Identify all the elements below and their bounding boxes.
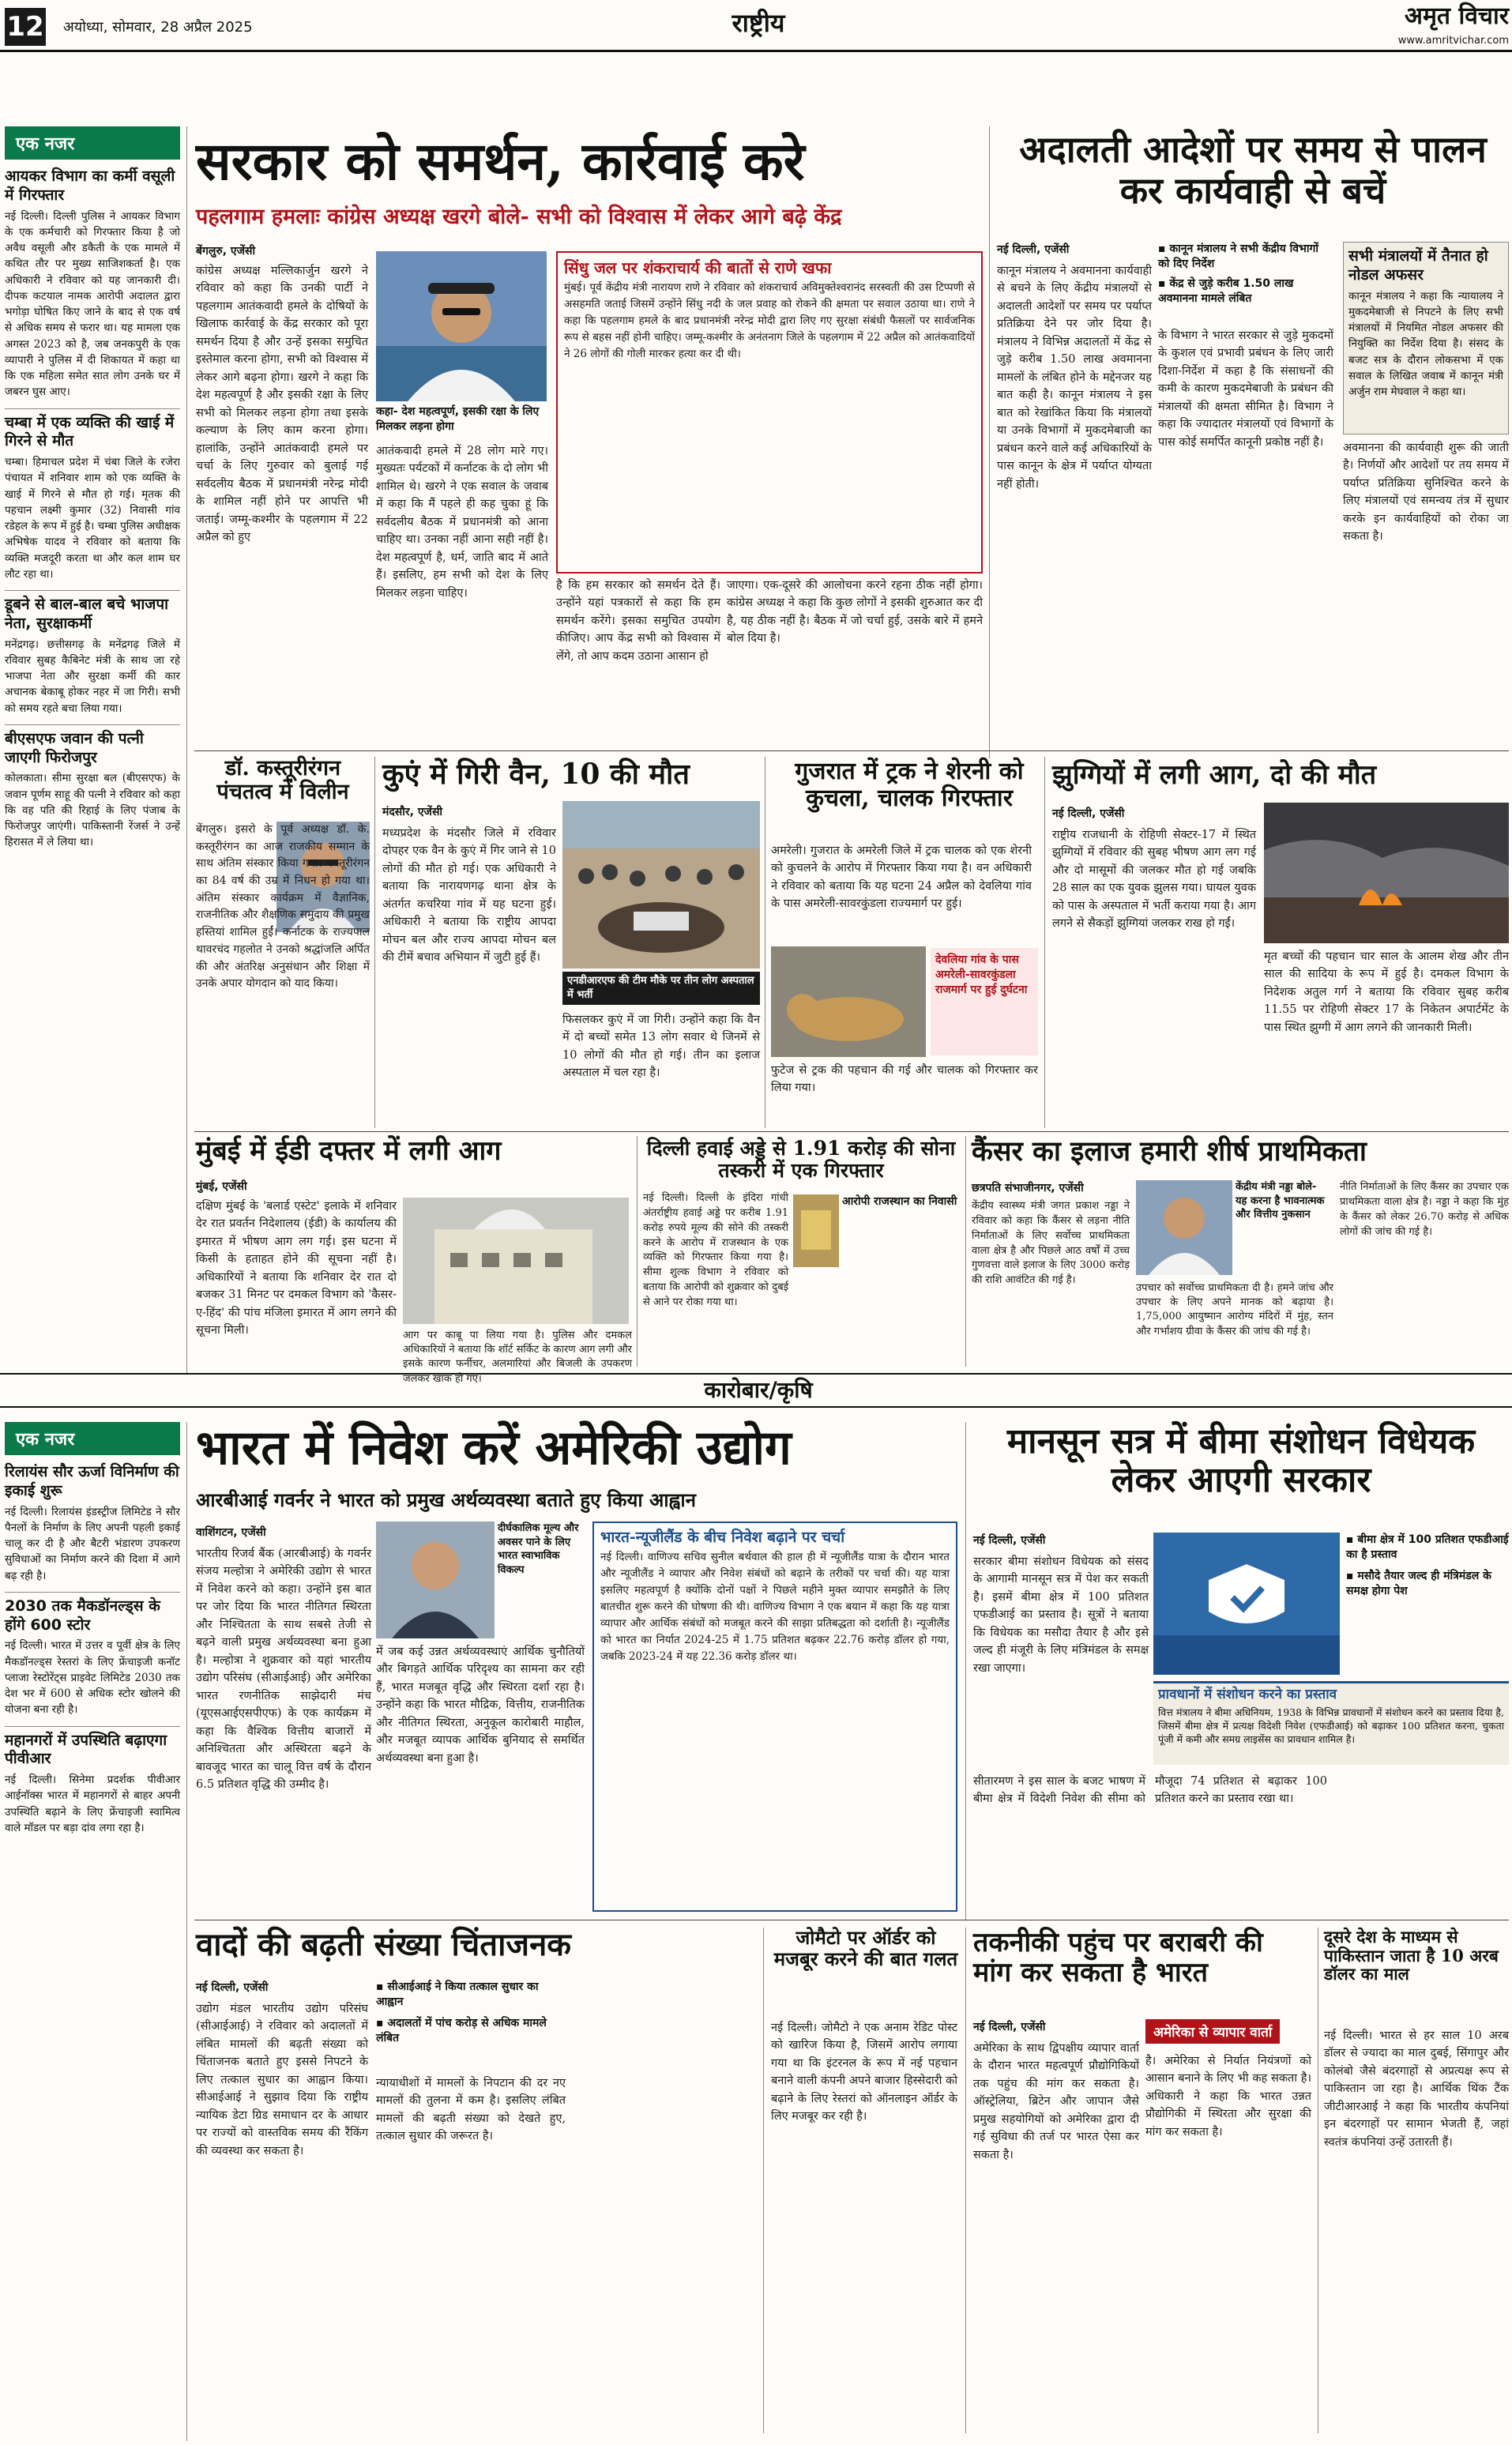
insurance-box: [1153, 1681, 1509, 1765]
court-dateline: नई दिल्ली, एजेंसी: [997, 243, 1070, 256]
gujarat-box: [931, 948, 1038, 1055]
india-nz-box: [592, 1522, 957, 1912]
sidebar-item-title: 2030 तक मैकडॉनल्ड्स के होंगे 600 स्टोर: [5, 1597, 160, 1634]
court-bullets: [1158, 242, 1332, 324]
sidebar-item-title: महानगरों में उपस्थिति बढ़ाएगा पीवीआर: [5, 1731, 167, 1768]
gujarat-body-2: फुटेज से ट्रक की पहचान की गई और चालक को गिरफ्तार कर लिया गया।: [771, 1064, 1038, 1095]
gold-photo: [793, 1194, 839, 1267]
masthead: [0, 0, 1512, 52]
cancer-body1: केंद्रीय स्वास्थ्य मंत्री जगत प्रकाश नड्डा ने रविवार को कहा कि कैंसर से लड़ना नीति निर्माताओं के लिए सर्वोच्च प्राथमिकता वाला क्षेत्र है और पिछले आठ वर्षों में उच्च गुणवत्ता वाले इलाज के लिए 3000 करोड़ की राशि आवंटित की गई है।: [972, 1200, 1130, 1287]
sidebar-item: [5, 730, 180, 851]
court-body-col2: के विभाग ने भारत सरकार से जुड़े मुकदमों के कुशल एवं प्रभावी प्रबंधन के लिए जारी दिशा-निर्देश में कहा है कि संसाधनों की कमी के कारण मुकदमेबाजी के प्रबंधन की मंत्रालयों की क्षमता सीमित है। विभाग ने कहा कि ज्यादातर मंत्रालयों एवं विभागों के पास कोई समर्पित कानूनी प्रकोष्ठ नहीं है।: [1158, 329, 1333, 449]
india-nz-body: नई दिल्ली। वाणिज्य सचिव सुनील बर्थवाल की हाल ही में न्यूजीलैंड यात्रा के दौरान भारत और न्यूजीलैंड ने व्यापार और निवेश संबंधों को बढ़ाने के तरीकों पर चर्चा की। यह यात्रा इसलिए महत्वपूर्ण है क्योंकि दोनों पक्षों ने पिछले महीने मुक्त व्यापार समझौते के लिए बातचीत शुरू करने की घोषणा की थी। वाणिज्य विभाग ने एक बयान में कहा कि यह यात्रा व्यापार और आर्थिक संबंधों को मजबूत करने की साझा प्रतिबद्धता को दर्शाती है। न्यूजीलैंड को भारत का निर्यात 2024-25 में 1.75 प्रतिशत बढ़कर 22.76 करोड़ डॉलर हो गया, जबकि 2023-24 में यह 22.36 करोड़ डॉलर था।: [600, 1551, 950, 1663]
lead-headline: सरकार को समर्थन, कार्रवाई करे: [196, 130, 805, 192]
ed-fire-body1: दक्षिण मुंबई के 'बलार्ड एस्टेट' इलाके में शनिवार देर रात प्रवर्तन निदेशालय (ईडी) के कार्यालय की इमारत में भीषण आग लग गई। इस घटना में किसी के हताहत होने की सूचना नहीं है। अधिकारियों ने बताया कि शनिवार देर रात दो बजकर 31 मिनट पर दमकल विभाग को 'कैसर-ए-हिंद' की पांच मंजिला इमारत में आग लगने की सूचना मिली।: [196, 1200, 397, 1337]
sidebar-item-body: नई दिल्ली। दिल्ली पुलिस ने आयकर विभाग के एक कर्मचारी को गिरफ्तार किया है जो अवैध वसूली और डकैती के एक मामले में कथित तौर पर मुख्य साजिशकर्ता है। एक अधिकारी ने रविवार को यह जानकारी दी। दीपक कटयाल नामक आरोपी अदालत द्वारा भगोड़ा घोषित किए जाने के बाद से एक वर्ष से अधिक समय से फरार था। यह मामला एक अगस्त 2023 को है, जब जनकपुरी के एक व्यापारी ने पुलिस में दी शिकायत में कहा था कि एक महिला समेत सात लोग उनके घर में जबरन घुस आए।: [5, 209, 180, 399]
insurance-bullet: ▪ मसौदे तैयार जल्द ही मंत्रिमंडल के समक्ष होगा पेश: [1346, 1569, 1491, 1597]
sidebar-kicker: एक नजर: [5, 126, 180, 160]
cases-bullets: [376, 1980, 566, 2068]
rbi-dateline: वाशिंगटन, एजेंसी: [196, 1526, 266, 1539]
column-divider: [1044, 757, 1045, 1128]
well-van-dateline: मंदसौर, एजेंसी: [382, 806, 443, 818]
column-divider: [186, 126, 187, 1375]
sidebar-item-body: नई दिल्ली। रिलायंस इंडस्ट्रीज लिमिटेड ने सौर पैनलों के निर्माण के लिए अपनी पहली इकाई चालू कर दी है और बैटरी भंडारण उपकरण सुविधाओं का निर्माण करने की दिशा में आगे बढ़ रही है।: [5, 1505, 180, 1582]
zomato-headline: जोमैटो पर ऑर्डर को मजबूर करने की बात गलत: [773, 1926, 958, 1970]
cancer-body2: उपचार को सर्वोच्च प्राथमिकता दी है। हमने जांच और उपचार के लिए अपने मानक को बढ़ाया है। 1,75,000 आयुष्मान आरोग्य मंदिरों में मुंह, स्तन और गर्भाशय ग्रीवा के कैंसर की जांच की गई है।: [1136, 1282, 1333, 1337]
column-divider: [374, 757, 375, 1128]
malhotra-photo: [376, 1522, 495, 1638]
sidebar-item: [5, 1732, 180, 1837]
cases-dateline: नई दिल्ली, एजेंसी: [196, 1981, 269, 1994]
cases-bullet: ▪ सीआईआई ने किया तत्काल सुधार का आह्वान: [376, 1980, 539, 2008]
sidebar-item-body: नई दिल्ली। सिनेमा प्रदर्शक पीवीआर आईनॉक्स भारत में महानगरों से बाहर अपनी उपस्थिति बढ़ाने के लिए फ्रेंचाइजी स्वामित्व वाले मॉडल पर बड़ा दांव लगा रहा है।: [5, 1774, 180, 1834]
ed-fire-headline: मुंबई में ईडी दफ्तर में लगी आग: [196, 1135, 502, 1167]
sidebar-item-title: आयकर विभाग का कर्मी वसूली में गिरफ्तार: [5, 167, 175, 204]
shankaracharya-body-2: जाएगा। एक-दूसरे की आलोचना करने रहना ठीक नहीं होगा। कांग्रेस अध्यक्ष ने कहा कि कुछ लोगों ने इसकी शुरुआत कर दी है, यह ठीक नहीं है। बैठक में जो चर्चा हुई, उसके बारे में हमने बोल दिया है।: [727, 579, 983, 645]
tech-headline: तकनीकी पहुंच पर बराबरी की मांग कर सकता है भारत: [973, 1927, 1263, 1989]
lead-body-col2: आतंकवादी हमले में 28 लोग मारे गए। मुख्यतः पर्यटकों में कर्नाटक के दो लोग भी शामिल थे। खरगे ने एक सवाल के जवाब में कहा कि मैं पहले ही कह चुका हूं कि सर्वदलीय बैठक में प्रधानमंत्री को आना चाहिए था। उनका नहीं आना सही नहीं है। देश महत्वपूर्ण है, धर्म, जाति बाद में आते हैं। इसलिए, हम सभी को देश के लिए मिलकर लड़ना चाहिए।: [376, 445, 548, 600]
left-sidebar-top: [5, 126, 180, 1367]
business-section-title: कारोबार/कृषि: [704, 1377, 813, 1403]
rbi-subhead: आरबीआई गवर्नर ने भारत को प्रमुख अर्थव्यवस्था बताते हुए किया आह्वान: [196, 1488, 696, 1511]
ed-fire-body2: आग पर काबू पा लिया गया है। पुलिस और दमकल अधिकारियों ने बताया कि शॉर्ट सर्किट के कारण आग लगी और इसके कारण फर्नीचर, अलमारियां और बिजली के उपकरण जलकर खाक हो गए।: [403, 1330, 632, 1385]
court-body-col3: अवमानना की कार्यवाही शुरू की जाती है। निर्णयों और आदेशों पर तय समय में पर्याप्त प्रतिक्रिया सुनिश्चित करने के लिए मंत्रालयों एवं समन्वय तंत्र में सुधार करके इन कार्यवाहियों को रोका जा सकता है।: [1343, 442, 1509, 544]
kasturirangan-headline: डॉ. कस्तूरीरंगन पंचतत्व में विलीन: [216, 756, 349, 805]
kharge-photo: [376, 251, 547, 401]
cases-bullet: ▪ अदालतों में पांच करोड़ से अधिक मामले लंबित: [376, 2016, 547, 2044]
brand-url[interactable]: www.amritvichar.com: [1397, 35, 1509, 47]
shankaracharya-box: [556, 251, 983, 574]
well-van-headline: कुएं में गिरी वैन, 10 की मौत: [382, 758, 690, 791]
tech-pill: अमेरिका से व्यापार वार्ता: [1145, 2019, 1280, 2044]
cases-body2: न्यायाधीशों में मामलों के निपटान की दर नए मामलों की तुलना में कम है। इसलिए लंबित मामलों की बढ़ती संख्या को देखते हुए, तत्काल सुधार की जरूरत है।: [376, 2077, 566, 2143]
insurance-body2: सीतारमण ने इस साल के बजट भाषण में बीमा क्षेत्र में विदेशी निवेश की सीमा को मौजूदा 74 प्रतिशत से बढ़ाकर 100 प्रतिशत करने का प्रस्ताव रखा था।: [973, 1775, 1327, 1806]
sidebar-item: [5, 1597, 180, 1718]
column-divider: [637, 1136, 638, 1367]
insurance-box-head: प्रावधानों में संशोधन करने का प्रस्ताव: [1158, 1687, 1337, 1702]
sidebar-item: [5, 414, 180, 583]
slum-fire-dateline: नई दिल्ली, एजेंसी: [1052, 807, 1125, 820]
slum-fire-photo: [1264, 803, 1509, 943]
pakistan-headline: दूसरे देश के माध्यम से पाकिस्तान जाता है 10 अरब डॉलर का माल: [1324, 1927, 1499, 1984]
lioness-photo: [771, 946, 926, 1057]
lead-dateline: बेंगलुरु, एजेंसी: [196, 245, 256, 258]
sidebar-kicker: एक नजर: [5, 1422, 180, 1455]
section-divider: [194, 1131, 1509, 1132]
court-body-col1: कानून मंत्रालय ने अवमानना कार्यवाही से बचने के लिए केंद्रीय मंत्रालयों से अदालती आदेशों पर समय पर पर्याप्त प्रतिक्रिया देने पर जोर दिया है। मंत्रालय ने विभिन्न अदालतों में केंद्र से जुड़े करीब 1.50 लाख अवमानना मामलों के लंबित होने के मद्देनजर यह बात कही है। कानून मंत्रालय ने इस बात को रेखांकित किया कि मंत्रालयों या उनके विभागों में मुकदमेबाजी का प्रबंधन करने वाले कई अधिकारियों के पास कानून के क्षेत्र में पर्याप्त योग्यता नहीं होती।: [997, 265, 1152, 491]
sidebar-item-title: बीएसएफ जवान की पत्नी जाएगी फिरोजपुर: [5, 729, 144, 766]
gold-body: नई दिल्ली। दिल्ली के इंदिरा गांधी अंतर्राष्ट्रीय हवाई अड्डे पर करीब 1.91 करोड़ रुपये मूल्य की सोने की तस्करी करने के आरोप में राजस्थान के एक व्यक्ति को गिरफ्तार किया गया है। सीमा शुल्क विभाग ने रविवार को बताया कि आरोपी को शुक्रवार को दुबई से आने पर रोका गया था।: [643, 1192, 788, 1308]
court-side-body: कानून मंत्रालय ने कहा कि न्यायालय ने मुकदमेबाजी से निपटने के लिए सभी मंत्रालयों में नियमित नोडल अफसर की नियुक्ति का निर्देश दिया है। संसद के बजट सत्र के दौरान लोकसभा में एक सवाल के लिखित जवाब में कानून मंत्री अर्जुन राम मेघवाल ने कहा था।: [1348, 289, 1503, 398]
shankaracharya-body: मुंबई। पूर्व केंद्रीय मंत्री नारायण राणे ने रविवार को शंकराचार्य अविमुक्तेश्वरानंद सरस्वती की उस टिप्पणी से असहमति जताई जिसमें उन्होंने सिंधु नदी के जल प्रवाह को रोकने की क्षमता पर सवाल उठाया था। राणे ने कहा कि पहलगाम हमले के बाद प्रधानमंत्री नरेन्द्र मोदी द्वारा लिए गए सुरक्षा संबंधी फैसलों पर सार्वजनिक रूप से बहस नहीं होनी चाहिए। जम्मू-कश्मीर के अनंतनाग जिले के पहलगाम में 22 अप्रैल को आतंकवादियों ने 26 लोगों की गोली मारकर हत्या कर दी थी।: [564, 281, 975, 361]
masthead-dateline: अयोध्या, सोमवार, 28 अप्रैल 2025: [63, 19, 253, 36]
well-van-photo-caption: एनडीआरएफ की टीम मौके पर तीन लोग अस्पताल में भर्ती: [562, 972, 760, 1005]
sidebar-item-title: चम्बा में एक व्यक्ति की खाई में गिरने से मौत: [5, 413, 175, 450]
shankaracharya-headline: सिंधु जल पर शंकराचार्य की बातों से राणे खफा: [564, 258, 832, 277]
sidebar-item: [5, 167, 180, 401]
slum-fire-body1: राष्ट्रीय राजधानी के रोहिणी सेक्टर-17 में स्थित झुग्गियों में रविवार की सुबह भीषण आग लग गई और दो मासूमों की जलकर मौत हो गई जबकि 28 साल का एक युवक झुलस गया। घायल युवक को पास के अस्पताल में भर्ती कराया गया है। आग लगने से सैकड़ों झुग्गियां जलकर राख हो गईं।: [1052, 829, 1256, 931]
cases-headline: वादों की बढ़ती संख्या चिंताजनक: [196, 1926, 572, 1963]
column-divider: [186, 1422, 187, 2441]
cancer-dateline: छत्रपति संभाजीनगर, एजेंसी: [972, 1182, 1084, 1194]
well-van-photo: [562, 801, 760, 969]
kharge-photo-caption: कहा- देश महत्वपूर्ण, इसकी रक्षा के लिए मिलकर लड़ना होगा: [376, 405, 540, 433]
gujarat-body: अमरेली। गुजरात के अमरेली जिले में ट्रक चालक को एक शेरनी को कुचलने के आरोप में गिरफ्तार किया गया है। वन अधिकारी ने रविवार को बताया कि यह घटना 24 अप्रैल को देवलिया गांव के पास अमरेली-सावरकुंडला राज्यमार्ग पर हुई।: [771, 844, 1032, 911]
page-number-badge: 12: [5, 8, 46, 46]
zomato-body: नई दिल्ली। जोमैटो ने एक अनाम रेडिट पोस्ट को खारिज किया है, जिसमें आरोप लगाया गया था कि इंटरनल के रूप में नई पहचान बनाने वाली कंपनी अपने बाजार हिस्सेदारी को बढ़ाने के लिए रेस्तरां को ऑनलाइन ऑर्डर के लिए मजबूर कर रही है।: [771, 2022, 957, 2123]
nadda-photo: [1136, 1180, 1232, 1275]
sidebar-item-body: मनेंद्रगढ़। छत्तीसगढ़ के मनेंद्रगढ़ जिले में रविवार सुबह कैबिनेट मंत्री के साथ जा रहे भाजपा नेता और सुरक्षा कर्मी की कार अचानक बेकाबू होकर नहर में जा गिरी। सभी को समय रहते बचा लिया गया।: [5, 638, 180, 715]
lead-body-col3: है कि हम सरकार को समर्थन देते हैं। उन्होंने यहां पत्रकारों से कहा कि हम समर्थन करेंगे। इसका समुचित उपयोग कीजिए। आप केंद्र सभी को विश्वास में लेंगे, तो आप कदम उठाना आसान हो: [556, 579, 720, 663]
india-nz-headline: भारत-न्यूजीलैंड के बीच निवेश बढ़ाने पर चर्चा: [600, 1529, 845, 1546]
lead-body-col1: कांग्रेस अध्यक्ष मल्लिकार्जुन खरगे ने रविवार को कहा कि उनकी पार्टी ने पहलगाम आतंकवादी हमले के दोषियों के खिलाफ कार्रवाई के केंद्र सरकार को पूरा समर्थन दिया है और उन्हें इसका समुचित इस्तेमाल करना होगा, सभी को विश्वास में लेकर आगे बढ़ना होगा। खरगे ने कहा कि देश महत्वपूर्ण है और इसकी रक्षा के लिए सभी को मिलकर लड़ना होगा तथा इसके कल्याण के लिए काम करना होगा। हालांकि, उन्होंने आतंकवादी हमले पर चर्चा के लिए गुरुवार को बुलाई गई सर्वदलीय बैठक में प्रधानमंत्री नरेन्द्र मोदी के शामिल नहीं होने पर आपत्ति भी जताई। जम्मू-कश्मीर के पहलगाम में 22 अप्रैल को हुए: [196, 265, 368, 544]
sidebar-item-body: नई दिल्ली। भारत में उत्तर व पूर्वी क्षेत्र के लिए मैकडॉनल्ड्स रेस्तरां के लिए फ्रेंचाइजी कनॉट प्लाजा रेस्टोरेंट्स प्राइवेट लिमिटेड 2030 तक देश भर में 600 से अधिक स्टोर खोलने की योजना बना रही है।: [5, 1639, 180, 1717]
cases-body1: उद्योग मंडल भारतीय उद्योग परिसंघ (सीआईआई) ने रविवार को अदालतों में लंबित मामलों की बढ़ती संख्या को चिंताजनक बताते हुए इससे निपटने के लिए तत्काल सुधार का आह्वान किया। सीआईआई ने सुझाव दिया कि राष्ट्रीय न्यायिक डेटा ग्रिड समाधान दर के आधार पर राज्यों को वास्तविक समय की रैंकिंग की व्यवस्था कर सकता है।: [196, 2003, 368, 2157]
brand-logo: अमृत विचार: [1405, 2, 1509, 30]
column-divider: [965, 1928, 966, 2433]
insurance-bullet: ▪ बीमा क्षेत्र में 100 प्रतिशत एफडीआई का है प्रस्ताव: [1346, 1533, 1509, 1561]
malhotra-photo-caption: दीर्घकालिक मूल्य और अवसर पाने के लिए भारत स्वाभाविक विकल्प: [498, 1522, 579, 1576]
court-bullet: ▪ कानून मंत्रालय ने सभी केंद्रीय विभागों को दिए निर्देश: [1158, 243, 1319, 270]
nadda-photo-caption: केंद्रीय मंत्री नड्डा बोले- यह करना है भावनात्मक और वित्तीय नुकसान: [1236, 1181, 1325, 1221]
tech-pill-wrap: [1145, 2019, 1319, 2046]
rbi-body1: भारतीय रिजर्व बैंक (आरबीआई) के गवर्नर संजय मल्होत्रा ने अमेरिकी उद्योग से भारत में निवेश करने को कहा। उन्होंने इस बात पर जोर दिया कि भारत नीतिगत स्थिरता और निश्चितता के साथ सबसे तेजी से बढ़ने वाली प्रमुख अर्थव्यवस्था बना हुआ है। मल्होत्रा ने शुक्रवार को यहां भारतीय उद्योग परिसंघ (सीआईआई) और अमेरिका भारत रणनीतिक साझेदारी मंच (यूएसआईएसपीएफ) के एक कार्यक्रम में कहा कि वैश्विक वित्तीय बाजारों में अनिश्चितता और अस्थिरता बढ़ने के बावजूद भारत का चालू वित्त वर्ष के दौरान 6.5 प्रतिशत वृद्धि की उम्मीद है।: [196, 1548, 371, 1792]
insurance-bullets: [1346, 1533, 1509, 1675]
column-divider: [763, 1928, 764, 2433]
cancer-headline: कैंसर का इलाज हमारी शीर्ष प्राथमिकता: [972, 1135, 1367, 1168]
well-van-body1: मध्यप्रदेश के मंदसौर जिले में रविवार दोपहर एक वैन के कुएं में गिर जाने से 10 लोगों की मौत हो गई। एक अधिकारी ने बताया कि नारायणगढ़ थाना क्षेत्र के अंतर्गत कचरिया गांव में यह घटना हुई। अधिकारी ने बताया कि राष्ट्रीय आपदा मोचन बल और राज्य आपदा मोचन बल की टीमें बचाव अभियान में जुटी हुई हैं।: [382, 827, 556, 965]
sidebar-item: [5, 1463, 180, 1584]
court-side-box: [1343, 242, 1509, 434]
left-sidebar-bottom: [5, 1422, 180, 2438]
insurance-dateline: नई दिल्ली, एजेंसी: [973, 1534, 1046, 1547]
gujarat-headline: गुजरात में ट्रक ने शेरनी को कुचला, चालक गिरफ्तार: [795, 758, 1024, 812]
gold-box: आरोपी राजस्थान का निवासी: [842, 1195, 957, 1208]
gujarat-box-text: देवलिया गांव के पास अमरेली-सावरकुंडला राजमार्ग पर हुई दुर्घटना: [935, 954, 1028, 996]
ed-fire-photo: [403, 1198, 629, 1324]
sidebar-item: [5, 596, 180, 717]
business-section-bar: [0, 1373, 1512, 1408]
slum-fire-headline: झुग्गियों में लगी आग, दो की मौत: [1052, 759, 1377, 791]
sidebar-item-body: कोलकाता। सीमा सुरक्षा बल (बीएसएफ) के जवान पूर्णम साहू की पत्नी ने रविवार को कहा कि वह पति की रिहाई के लिए पंजाब के फिरोजपुर जाएंगी। पाकिस्तानी रेंजर्स ने उन्हें हिरासत में ले लिया था।: [5, 772, 180, 849]
tech-dateline: नई दिल्ली, एजेंसी: [973, 2021, 1046, 2033]
slum-fire-body2: मृत बच्चों की पहचान चार साल के आलम शेख और तीन साल की सादिया के रूप में हुई है। दमकल विभाग के निदेशक अतुल गर्ग ने बताया कि रविवार सुबह करीब 11.55 पर रोहिणी सेक्टर 17 के निकेतन अपार्टमेंट के पास स्थित झुग्गी में आग लगने की जानकारी मिली।: [1264, 950, 1509, 1034]
gold-headline: दिल्ली हवाई अड्डे से 1.91 करोड़ की सोना तस्करी में एक गिरफ्तार: [646, 1137, 956, 1182]
pakistan-body: नई दिल्ली। भारत से हर साल 10 अरब डॉलर से ज्यादा का माल दुबई, सिंगापुर और कोलंबो जैसे बंदरगाहों से अप्रत्यक्ष रूप से पाकिस्तान जा रहा है। आर्थिक थिंक टैंक जीटीआरआई ने कहा कि भारतीय कंपनियां इन बंदरगाहों पर सामान भेजती हैं, जहां स्वतंत्र कंपनियां उन्हें उतारती हैं।: [1324, 2029, 1509, 2149]
column-divider: [965, 1422, 966, 1920]
insurance-photo: [1153, 1533, 1340, 1675]
court-bullet: ▪ केंद्र से जुड़े करीब 1.50 लाख अवमानना मामले लंबित: [1158, 276, 1294, 305]
ed-fire-dateline: मुंबई, एजेंसी: [196, 1180, 247, 1193]
column-divider: [965, 1136, 966, 1367]
insurance-headline: मानसून सत्र में बीमा संशोधन विधेयक लेकर आएगी सरकार: [1006, 1421, 1476, 1501]
tech-body2: है। अमेरिका से निर्यात नियंत्रणों को आसान बनाने के लिए भी कह सकता है। अधिकारी ने कहा कि भारत उन्नत प्रौद्योगिकी में स्थिरता और सुरक्षा की मांग कर सकता है।: [1145, 2055, 1311, 2138]
insurance-box-body: वित्त मंत्रालय ने बीमा अधिनियम, 1938 के विभिन्न प्रावधानों में संशोधन करने का प्रस्ताव दिया है, जिसमें बीमा क्षेत्र में प्रत्यक्ष विदेशी निवेश (एफडीआई) को बढ़ाकर 100 प्रतिशत करना, चुकता पूंजी में कमी और समग्र लाइसेंस का प्रावधान शामिल है।: [1158, 1706, 1504, 1745]
court-headline: अदालती आदेशों पर समय से पालन कर कार्यवाही से बचें: [1019, 128, 1487, 212]
sidebar-item-title: डूबने से बाल-बाल बचे भाजपा नेता, सुरक्षाकर्मी: [5, 596, 169, 632]
court-side-head: सभी मंत्रालयों में तैनात हो नोडल अफसर: [1348, 247, 1488, 284]
tech-body1: अमेरिका के साथ द्विपक्षीय व्यापार वार्ता के दौरान भारत महत्वपूर्ण प्रौद्योगिकियों तक पहुंच की मांग कर सकता है। ऑस्ट्रेलिया, ब्रिटेन और जापान जैसे प्रमुख सहयोगियों को अमेरिका द्वारा दी गई सुविधा की तर्ज पर भारत ऐसा कर सकता है।: [973, 2042, 1139, 2161]
insurance-body1: सरकार बीमा संशोधन विधेयक को संसद के आगामी मानसून सत्र में पेश कर सकती है। इसमें बीमा क्षेत्र में 100 प्रतिशत एफडीआई का प्रस्ताव है। सूत्रों ने बताया कि विधेयक का मसौदा तैयार है और इसे जल्द ही मंजूरी के लिए मंत्रिमंडल के समक्ष रखा जाएगा।: [973, 1555, 1149, 1675]
rbi-body2: में जब कई उन्नत अर्थव्यवस्थाएं आर्थिक चुनौतियों और बिगड़ते आर्थिक परिदृश्य का सामना कर रही हैं, भारत मजबूत वृद्धि और स्थिरता दर्शा रहा है। उन्होंने कहा कि भारत मौद्रिक, वित्तीय, राजनीतिक और नीतिगत स्थिरता, अनुकूल कारोबारी माहौल, और मजबूत व्यापक आर्थिक बुनियाद से समर्थित अर्थव्यवस्था बना हुआ है।: [376, 1646, 585, 1765]
cancer-body3: नीति निर्माताओं के लिए कैंसर का उपचार एक प्राथमिकता वाला क्षेत्र है। नड्डा ने कहा कि मुंह के कैंसर को लेकर 26.70 करोड़ से अधिक लोगों की जांच की गई है।: [1340, 1181, 1509, 1238]
sidebar-item-title: रिलायंस सौर ऊर्जा विनिर्माण की इकाई शुरू: [5, 1463, 179, 1499]
lead-subhead: पहलगाम हमलाः कांग्रेस अध्यक्ष खरगे बोले- सभी को विश्वास में लेकर आगे बढ़े केंद्र: [196, 205, 842, 229]
rbi-headline: भारत में निवेश करें अमेरिकी उद्योग: [196, 1420, 792, 1476]
sidebar-item-body: चम्बा। हिमाचल प्रदेश में चंबा जिले के रजेरा पंचायत में शनिवार शाम को एक व्यक्ति के खाई में गिरने से मौत हो गई। मृतक की पहचान लक्ष्मी कुमार (32) निवासी गांव रडेहल के रूप में हुई है। चम्बा पुलिस अधीक्षक अभिषेक यादव ने रविवार को बताया कि व्यक्ति मजदूरी करता था और कल शाम घर लौट रहा था।: [5, 456, 180, 581]
well-van-body2: फिसलकर कुएं में जा गिरी। उन्होंने कहा कि वैन में दो बच्चों समेत 13 लोग सवार थे जिनमें से 10 लोगों की मौत हो गई। तीन का इलाज अस्पताल में चल रहा है।: [562, 1014, 760, 1080]
column-divider: [989, 126, 990, 758]
section-divider: [194, 750, 1509, 751]
section-title: राष्ट्रीय: [732, 8, 785, 38]
kasturirangan-body: बेंगलुरु। इसरो के पूर्व अध्यक्ष डॉ. के. कस्तूरीरंगन का आज राजकीय सम्मान के साथ अंतिम संस्कार किया गया। कस्तूरीरंगन का 84 वर्ष की उम्र में निधन हो गया था। अंतिम संस्कार कार्यक्रम में वैज्ञानिक, राजनीतिक और शैक्षणिक समुदाय की प्रमुख हस्तियां शामिल हुईं। कर्नाटक के राज्यपाल थावरचंद गहलोत ने उनको श्रद्धांजलि अर्पित की और अंतरिक्ष अनुसंधान और शिक्षा में उनके अपार योगदान को याद किया।: [196, 823, 370, 991]
